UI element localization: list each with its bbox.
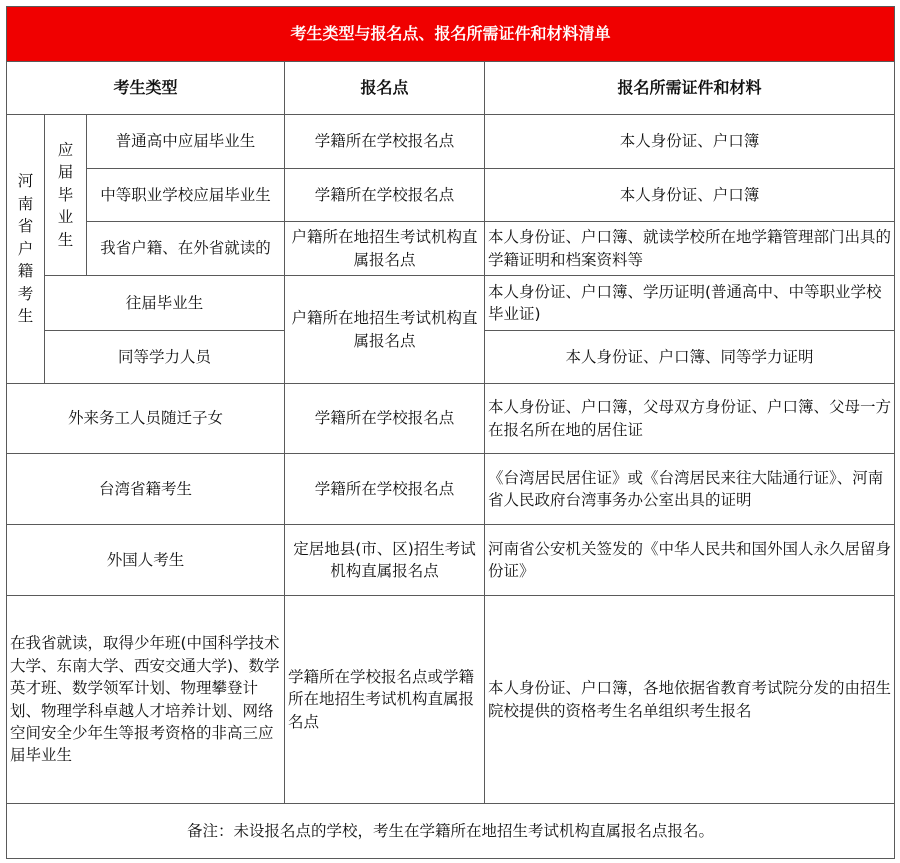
table-title: 考生类型与报名点、报名所需证件和材料清单 (7, 7, 895, 62)
header-exam-type: 考生类型 (7, 62, 285, 115)
materials-cell: 本人身份证、户口簿 (485, 115, 895, 169)
henan-household-group-label: 河 南 省 户 籍 考 生 (7, 115, 45, 384)
table-row (7, 222, 895, 276)
materials-cell: 本人身份证、户口簿，各地依据省教育考试院分发的由招生院校提供的资格考生名单组织考生报名 (485, 596, 895, 804)
exam-type-cell: 往届毕业生 (45, 276, 285, 331)
registration-site-cell: 学籍所在学校报名点 (285, 384, 485, 454)
table-row (7, 276, 895, 331)
header-row (7, 62, 895, 115)
registration-site-cell: 学籍所在学校报名点或学籍所在地招生考试机构直属报名点 (285, 596, 485, 804)
materials-cell: 《台湾居民居住证》或《台湾居民来往大陆通行证》、河南省人民政府台湾事务办公室出具的证明 (485, 454, 895, 525)
registration-site-cell: 学籍所在学校报名点 (285, 169, 485, 222)
exam-type-cell: 我省户籍、在外省就读的 (87, 222, 285, 276)
note-row (7, 804, 895, 859)
materials-cell: 本人身份证、户口簿、学历证明(普通高中、中等职业学校毕业证) (485, 276, 895, 331)
exam-type-cell: 外国人考生 (7, 525, 285, 596)
table-row (7, 525, 895, 596)
exam-type-cell: 台湾省籍考生 (7, 454, 285, 525)
title-row (7, 7, 895, 62)
registration-site-cell: 学籍所在学校报名点 (285, 115, 485, 169)
fresh-graduate-group-label: 应 届 毕 业 生 (45, 115, 87, 276)
materials-cell: 本人身份证、户口簿 (485, 169, 895, 222)
table-row (7, 115, 895, 169)
materials-cell: 本人身份证、户口簿、同等学力证明 (485, 331, 895, 384)
exam-type-cell: 在我省就读，取得少年班(中国科学技术大学、东南大学、西安交通大学)、数学英才班、数学领军计划、物理攀登计划、物理学科卓越人才培养计划、网络空间安全少年生等报考资格的非高三应届毕业生 (7, 596, 285, 804)
header-required-materials: 报名所需证件和材料 (485, 62, 895, 115)
table-row (7, 454, 895, 525)
table-row (7, 384, 895, 454)
exam-type-cell: 普通高中应届毕业生 (87, 115, 285, 169)
materials-cell: 河南省公安机关签发的《中华人民共和国外国人永久居留身份证》 (485, 525, 895, 596)
registration-site-cell: 定居地县(市、区)招生考试机构直属报名点 (285, 525, 485, 596)
registration-site-cell: 学籍所在学校报名点 (285, 454, 485, 525)
header-registration-site: 报名点 (285, 62, 485, 115)
exam-type-cell: 中等职业学校应届毕业生 (87, 169, 285, 222)
materials-cell: 本人身份证、户口簿，父母双方身份证、户口簿、父母一方在报名所在地的居住证 (485, 384, 895, 454)
table-footnote: 备注：未设报名点的学校，考生在学籍所在地招生考试机构直属报名点报名。 (7, 804, 895, 859)
table-row (7, 169, 895, 222)
registration-site-cell: 户籍所在地招生考试机构直属报名点 (285, 276, 485, 384)
materials-cell: 本人身份证、户口簿、就读学校所在地学籍管理部门出具的学籍证明和档案资料等 (485, 222, 895, 276)
exam-type-cell: 外来务工人员随迁子女 (7, 384, 285, 454)
requirements-table (6, 6, 895, 859)
registration-site-cell: 户籍所在地招生考试机构直属报名点 (285, 222, 485, 276)
exam-type-cell: 同等学力人员 (45, 331, 285, 384)
table-row (7, 596, 895, 804)
